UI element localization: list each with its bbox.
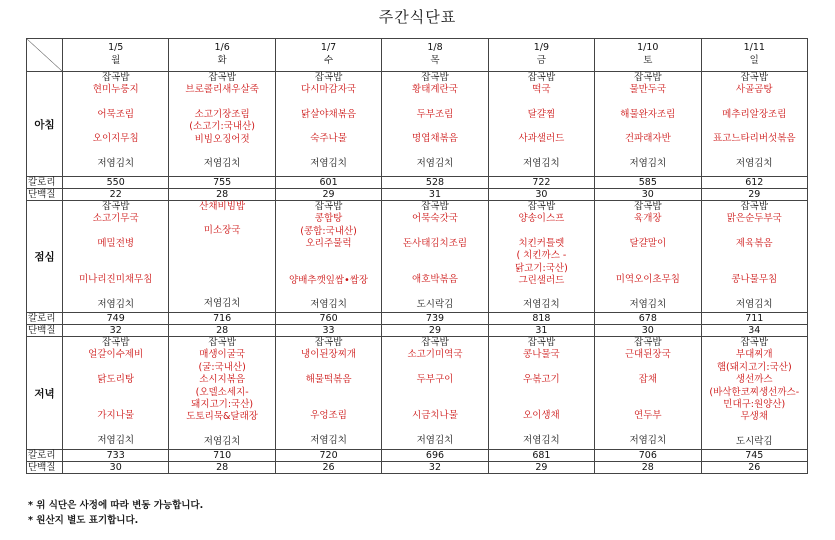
menu-item — [489, 226, 594, 238]
menu-item — [63, 226, 168, 238]
protein-value: 30 — [488, 189, 594, 201]
menu-item: 해물완자조림 — [620, 108, 676, 120]
menu-item: 잡곡밥 — [740, 201, 769, 212]
menu-item — [63, 97, 168, 109]
menu-item: 소고기장조림 — [194, 108, 250, 120]
menu-cell — [701, 201, 807, 313]
menu-item: 맑은순두부국 — [726, 213, 782, 225]
menu-item: 메밀전병 — [97, 237, 135, 249]
menu-item — [595, 362, 700, 374]
protein-value: 26 — [275, 462, 381, 474]
protein-label: 단백질 — [27, 325, 63, 337]
menu-item: 저염김치 — [97, 434, 135, 446]
menu-item — [382, 362, 487, 374]
menu-item: 오이지무침 — [92, 133, 139, 145]
protein-value: 34 — [701, 325, 807, 337]
corner-cell — [27, 39, 63, 72]
meal-row — [27, 72, 808, 177]
menu-item: 저염김치 — [416, 434, 454, 446]
menu-cell — [488, 337, 594, 450]
menu-item — [489, 146, 594, 158]
menu-item: 근대된장국 — [624, 349, 671, 361]
menu-item — [63, 287, 168, 299]
menu-item: 브로콜리새우살죽 — [185, 84, 259, 96]
menu-item — [382, 262, 487, 274]
menu-cell — [382, 337, 488, 450]
menu-item: ( 치킨까스 - — [516, 250, 567, 262]
protein-row — [27, 462, 808, 474]
menu-item: 매생이굴국 — [199, 349, 246, 361]
calorie-value: 612 — [701, 177, 807, 189]
calorie-value: 601 — [275, 177, 381, 189]
day-header — [701, 39, 807, 72]
menu-item — [595, 423, 700, 435]
day-header — [275, 39, 381, 72]
menu-item: 메추리알장조림 — [722, 108, 787, 120]
menu-item: 저염김치 — [416, 157, 454, 169]
menu-cell — [595, 201, 701, 313]
menu-item — [63, 423, 168, 435]
day-date: 1/5 — [108, 42, 124, 53]
protein-value: 33 — [275, 325, 381, 337]
menu-item: 제육볶음 — [735, 237, 773, 249]
menu-item — [702, 424, 807, 436]
menu-cell — [488, 201, 594, 313]
protein-value: 32 — [63, 325, 169, 337]
menu-item — [702, 262, 807, 274]
menu-item: 잡곡밥 — [101, 72, 130, 83]
calorie-value: 711 — [701, 313, 807, 325]
meal-row — [27, 201, 808, 313]
menu-item — [276, 251, 381, 263]
menu-item: 생선까스 — [735, 374, 773, 386]
menu-item: 양송이스프 — [518, 213, 565, 225]
protein-label: 단백질 — [27, 189, 63, 201]
protein-value: 28 — [169, 462, 275, 474]
menu-cell — [275, 72, 381, 177]
menu-item: 저염김치 — [97, 298, 135, 310]
menu-item: 양배추깻잎쌈•쌈장 — [289, 274, 369, 286]
day-date: 1/10 — [637, 42, 659, 53]
day-header — [169, 39, 275, 72]
menu-item: (오델소세지- — [195, 386, 249, 398]
menu-item — [276, 386, 381, 398]
menu-item: 오이생채 — [523, 410, 560, 422]
menu-item: (바삭한코찌생선까스- — [709, 386, 800, 398]
menu-table — [26, 38, 808, 474]
menu-item — [169, 238, 274, 250]
meal-label: 점심 — [27, 201, 63, 313]
calorie-value: 720 — [275, 450, 381, 462]
menu-item: 표고느타리버섯볶음 — [712, 133, 796, 145]
menu-item — [595, 262, 700, 274]
day-header — [488, 39, 594, 72]
menu-item: 저염김치 — [203, 297, 241, 309]
day-of-week: 월 — [111, 55, 121, 66]
menu-item: 잡곡밥 — [527, 337, 556, 348]
calorie-row — [27, 313, 808, 325]
menu-item — [169, 286, 274, 298]
menu-item: 잡곡밥 — [740, 337, 769, 348]
calorie-label: 칼로리 — [27, 177, 63, 189]
menu-item — [595, 386, 700, 398]
menu-item — [595, 250, 700, 262]
day-header — [595, 39, 701, 72]
menu-item: 닭고기:국산) — [515, 262, 568, 274]
menu-item: 두부구이 — [416, 373, 454, 385]
calorie-value: 745 — [701, 450, 807, 462]
menu-cell — [382, 201, 488, 313]
menu-item — [63, 250, 168, 262]
menu-item: 부대찌개 — [735, 349, 773, 361]
calorie-value: 749 — [63, 313, 169, 325]
menu-item: 잡곡밥 — [208, 337, 236, 348]
menu-item: 다시마감자국 — [301, 84, 357, 96]
day-of-week: 화 — [217, 55, 227, 66]
protein-value: 31 — [488, 325, 594, 337]
protein-value: 26 — [701, 462, 807, 474]
protein-value: 22 — [63, 189, 169, 201]
menu-item: 잡곡밥 — [101, 337, 130, 348]
menu-item — [382, 287, 487, 299]
menu-item — [382, 226, 487, 238]
menu-item: 냉이된장찌개 — [301, 349, 357, 361]
menu-item — [595, 398, 700, 410]
menu-cell — [169, 337, 275, 450]
menu-item: 콩나물국 — [523, 349, 560, 361]
menu-item: 우엉조림 — [310, 410, 347, 422]
day-of-week: 금 — [536, 55, 546, 66]
menu-item: 저염김치 — [310, 157, 347, 169]
protein-row — [27, 189, 808, 201]
menu-item: 저염김치 — [310, 299, 347, 311]
menu-item — [276, 362, 381, 374]
menu-item: (소고기:국내산) — [189, 121, 255, 133]
menu-cell — [595, 337, 701, 450]
menu-item: 닭도리탕 — [97, 373, 135, 385]
menu-item: 잡곡밥 — [634, 337, 662, 348]
menu-item: (콩합:국내산) — [300, 225, 357, 237]
calorie-row — [27, 177, 808, 189]
menu-item — [382, 398, 487, 410]
menu-item — [702, 226, 807, 238]
menu-item: 달걀말이 — [629, 237, 667, 249]
menu-item — [169, 146, 274, 158]
menu-item: 잡곡밥 — [527, 72, 556, 83]
menu-item — [382, 97, 487, 109]
menu-cell — [488, 72, 594, 177]
menu-item: 달걀찜 — [527, 108, 556, 120]
menu-item — [63, 398, 168, 410]
day-date: 1/11 — [743, 42, 765, 53]
menu-cell — [701, 337, 807, 450]
calorie-value: 733 — [63, 450, 169, 462]
protein-label: 단백질 — [27, 462, 63, 474]
menu-cell — [275, 201, 381, 313]
menu-item — [595, 287, 700, 299]
protein-row — [27, 325, 808, 337]
menu-item: 저염김치 — [735, 298, 773, 310]
menu-item — [169, 250, 274, 262]
menu-item: (굴:국내산) — [198, 361, 246, 373]
menu-item — [595, 97, 700, 109]
menu-item — [382, 146, 487, 158]
menu-item: 저염김치 — [523, 434, 560, 446]
protein-value: 30 — [63, 462, 169, 474]
menu-item: 도토리묵&달래장 — [186, 411, 258, 423]
menu-item: 해물떡볶음 — [305, 373, 352, 385]
menu-item: 산채비빔밥 — [199, 201, 246, 212]
menu-item: 잡곡밥 — [421, 337, 449, 348]
menu-item: 저염김치 — [629, 298, 667, 310]
calorie-value: 585 — [595, 177, 701, 189]
menu-item: 콩나물무침 — [731, 274, 778, 286]
menu-item — [63, 146, 168, 158]
menu-item: 무생채 — [740, 411, 769, 423]
header-row — [27, 39, 808, 72]
day-of-week: 수 — [323, 55, 334, 66]
menu-item: 얼갈이수제비 — [88, 349, 144, 361]
menu-item: 콩합탕 — [314, 213, 343, 225]
menu-item: 잡곡밥 — [740, 72, 769, 83]
menu-item: 저염김치 — [629, 434, 667, 446]
menu-item — [702, 146, 807, 158]
menu-item: 미나리진미채무침 — [79, 274, 153, 286]
menu-item: 잡곡밥 — [314, 72, 343, 83]
menu-item: 어묵조림 — [97, 108, 135, 120]
menu-item: 저염김치 — [97, 157, 135, 169]
meal-label: 아침 — [27, 72, 63, 177]
protein-value: 28 — [169, 325, 275, 337]
menu-item: 도시락김 — [735, 435, 773, 447]
menu-item — [169, 424, 274, 436]
menu-item: 잡곡밥 — [527, 201, 556, 212]
calorie-value: 678 — [595, 313, 701, 325]
menu-item: 우볶고기 — [523, 373, 560, 385]
calorie-value: 755 — [169, 177, 275, 189]
day-header — [63, 39, 169, 72]
calorie-value: 696 — [382, 450, 488, 462]
menu-item — [276, 398, 381, 410]
day-date: 1/6 — [214, 42, 230, 53]
menu-item: 시금치나물 — [412, 410, 458, 422]
menu-item — [702, 250, 807, 262]
menu-item: 저염김치 — [310, 434, 347, 446]
menu-item — [382, 121, 487, 133]
menu-item — [63, 386, 168, 398]
protein-value: 30 — [595, 325, 701, 337]
menu-item: 잡곡밥 — [314, 201, 343, 212]
menu-item — [702, 97, 807, 109]
menu-item: 치킨커틀렛 — [518, 237, 565, 249]
day-header — [382, 39, 488, 72]
menu-item — [489, 287, 594, 299]
menu-item — [489, 362, 594, 374]
menu-item — [276, 287, 381, 299]
protein-value: 29 — [701, 189, 807, 201]
menu-item — [595, 121, 700, 133]
menu-item: 황태계란국 — [412, 84, 458, 96]
calorie-value: 722 — [488, 177, 594, 189]
menu-item — [702, 121, 807, 133]
menu-item: 돈사태김치조림 — [402, 237, 468, 249]
day-date: 1/8 — [427, 42, 443, 53]
menu-item: 그린샐러드 — [518, 275, 565, 287]
menu-item: 저염김치 — [203, 435, 241, 447]
menu-item — [382, 250, 487, 262]
menu-item: 연두부 — [634, 410, 662, 422]
menu-item: 민대구:원양산) — [723, 399, 786, 411]
menu-item — [702, 287, 807, 299]
menu-item: 잡곡밥 — [634, 201, 662, 212]
calorie-value: 706 — [595, 450, 701, 462]
day-of-week: 목 — [430, 55, 440, 66]
menu-item: 도시락김 — [416, 298, 454, 310]
menu-item: 잡곡밥 — [314, 337, 343, 348]
day-of-week: 일 — [749, 55, 759, 66]
menu-cell — [275, 337, 381, 450]
menu-cell — [595, 72, 701, 177]
menu-item — [382, 423, 487, 435]
menu-item: 미소장국 — [203, 225, 241, 237]
menu-item: 저염김치 — [523, 157, 560, 169]
menu-item: 잡곡밥 — [634, 72, 662, 83]
calorie-value: 710 — [169, 450, 275, 462]
protein-value: 32 — [382, 462, 488, 474]
menu-item — [276, 263, 381, 275]
menu-cell — [382, 72, 488, 177]
calorie-label: 칼로리 — [27, 450, 63, 462]
protein-value: 29 — [382, 325, 488, 337]
calorie-value: 739 — [382, 313, 488, 325]
menu-item: 잡곡밥 — [101, 201, 130, 212]
menu-item — [63, 121, 168, 133]
calorie-value: 760 — [275, 313, 381, 325]
menu-item — [169, 274, 274, 286]
menu-item: 닭살야채볶음 — [301, 108, 357, 120]
menu-item: 잡곡밥 — [208, 72, 236, 83]
menu-item — [169, 97, 274, 109]
menu-cell — [169, 72, 275, 177]
menu-cell — [63, 72, 169, 177]
note-line: * 위 식단은 사정에 따라 변동 가능합니다. — [28, 500, 204, 511]
menu-item — [63, 262, 168, 274]
menu-item: 건파래자반 — [624, 133, 671, 145]
calorie-value: 818 — [488, 313, 594, 325]
menu-item: 햄(돼지고기:국산) — [716, 361, 792, 373]
menu-item: 명엽채볶음 — [412, 133, 458, 145]
protein-value: 30 — [595, 189, 701, 201]
calorie-value: 681 — [488, 450, 594, 462]
menu-item: 돼지고기:국산) — [191, 399, 254, 411]
menu-item — [276, 146, 381, 158]
menu-item — [489, 386, 594, 398]
menu-item — [489, 423, 594, 435]
menu-item: 숙주나물 — [310, 133, 347, 145]
menu-item — [595, 146, 700, 158]
menu-item — [276, 423, 381, 435]
menu-item: 잡채 — [638, 373, 657, 385]
menu-item: 어묵숙갓국 — [412, 213, 458, 225]
protein-value: 29 — [488, 462, 594, 474]
menu-item: 잡곡밥 — [421, 72, 449, 83]
menu-item: 애호박볶음 — [412, 274, 458, 286]
menu-item — [169, 262, 274, 274]
menu-item: 저염김치 — [203, 158, 241, 170]
menu-item: 오리주물럭 — [305, 238, 352, 250]
meal-row — [27, 337, 808, 450]
menu-item — [489, 398, 594, 410]
menu-item: 물만두국 — [629, 84, 667, 96]
meal-label: 저녁 — [27, 337, 63, 450]
menu-item: 육개장 — [634, 213, 662, 225]
menu-item: 미역오이초무침 — [615, 274, 680, 286]
calorie-value: 528 — [382, 177, 488, 189]
protein-value: 29 — [275, 189, 381, 201]
menu-item: 저염김치 — [735, 157, 773, 169]
menu-item — [489, 121, 594, 133]
menu-item: 두부조림 — [416, 108, 454, 120]
menu-item — [63, 362, 168, 374]
calorie-value: 716 — [169, 313, 275, 325]
menu-item: 소고기무국 — [92, 213, 139, 225]
menu-item — [489, 97, 594, 109]
day-date: 1/9 — [533, 42, 550, 53]
menu-cell — [701, 72, 807, 177]
note-line: * 원산지 별도 표기합니다. — [28, 515, 139, 526]
menu-item: 저염김치 — [629, 157, 667, 169]
page-title: 주간식단표 — [378, 8, 457, 26]
menu-item — [382, 386, 487, 398]
menu-cell — [63, 337, 169, 450]
menu-body — [27, 72, 808, 474]
protein-value: 31 — [382, 189, 488, 201]
day-date: 1/7 — [320, 42, 337, 53]
menu-item — [595, 226, 700, 238]
menu-item — [276, 121, 381, 133]
menu-item: 소고기미역국 — [407, 349, 463, 361]
protein-value: 28 — [595, 462, 701, 474]
menu-item — [276, 97, 381, 109]
menu-item: 사골곰탕 — [735, 84, 773, 96]
menu-item: 잡곡밥 — [421, 201, 449, 212]
menu-item: 소시지볶음 — [199, 374, 246, 386]
calorie-label: 칼로리 — [27, 313, 63, 325]
menu-item: 저염김치 — [523, 299, 560, 311]
menu-item — [169, 213, 274, 225]
menu-cell — [63, 201, 169, 313]
menu-item: 떡국 — [532, 84, 551, 96]
menu-item: 사과샐러드 — [518, 133, 565, 145]
menu-item: 비빔오징어젓 — [194, 133, 250, 145]
menu-item: 현미누룽지 — [92, 84, 139, 96]
menu-item: 가지나물 — [97, 410, 135, 422]
protein-value: 28 — [169, 189, 275, 201]
day-of-week: 토 — [643, 55, 653, 66]
calorie-row — [27, 450, 808, 462]
calorie-value: 550 — [63, 177, 169, 189]
menu-cell — [169, 201, 275, 313]
